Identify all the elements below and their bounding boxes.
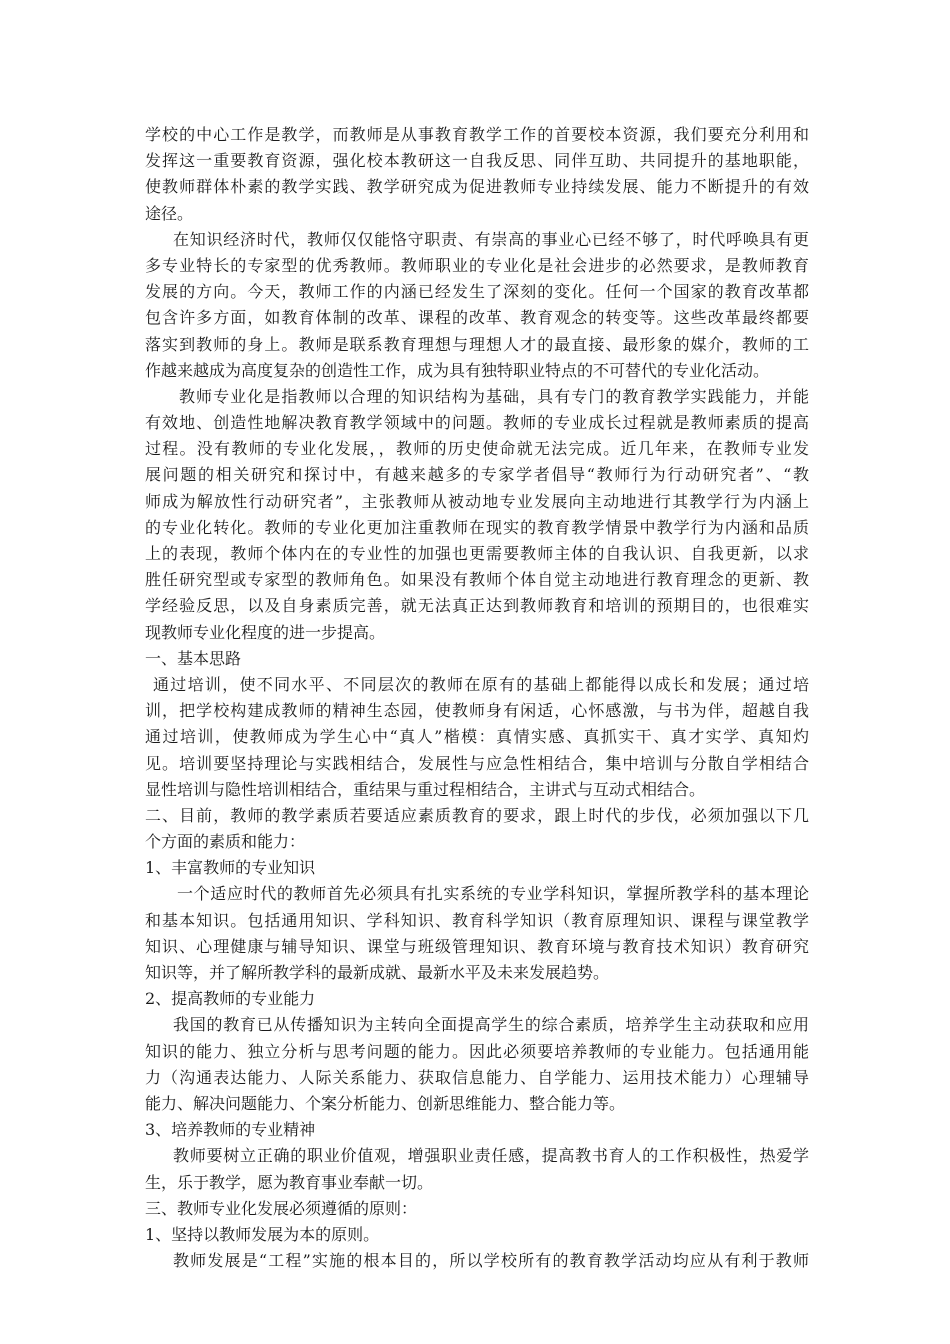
text-line: 三、教师专业化发展必须遵循的原则： bbox=[145, 1198, 418, 1218]
text-line: 二、目前，教师的教学素质若要适应素质教育的要求，跟上时代的步伐，必须加强以下几 bbox=[145, 805, 809, 825]
text-line: 一、基本思路 bbox=[145, 648, 242, 668]
text-line: 教师发展是“工程”实施的根本目的，所以学校所有的教育教学活动均应从有利于教师 bbox=[173, 1251, 809, 1271]
text-line: 多专业特长的专家型的优秀教师。教师职业的专业化是社会进步的必然要求，是教师教育 bbox=[145, 255, 809, 275]
text-line: 3、培养教师的专业精神 bbox=[145, 1120, 316, 1140]
text-line: 使教师群体朴素的教学实践、教学研究成为促进教师专业持续发展、能力不断提升的有效 bbox=[145, 177, 809, 197]
text-line: 发挥这一重要教育资源，强化校本教研这一自我反思、同伴互助、共同提升的基地职能， bbox=[145, 151, 809, 171]
text-line: 通过培训，使教师成为学生心中“真人”楷模：真情实感、真抓实干、真才实学、真知灼 bbox=[145, 727, 809, 747]
document-body bbox=[145, 122, 809, 1274]
text-line: 落实到教师的身上。教师是联系教育理想与理想人才的最直接、最形象的媒介，教师的工 bbox=[145, 334, 809, 354]
text-line: 知识的能力、独立分析与思考问题的能力。因此必须要培养教师的专业能力。包括通用能 bbox=[145, 1041, 809, 1061]
text-line: 现教师专业化程度的进一步提高。 bbox=[145, 622, 386, 642]
text-line: 上的表现，教师个体内在的专业性的加强也更需要教师主体的自我认识、自我更新，以求 bbox=[145, 544, 809, 563]
text-line: 师成为解放性行动研究者”，主张教师从被动地专业发展向主动地进行其教学行为内涵上 bbox=[145, 491, 809, 511]
text-line: 胜任研究型或专家型的教师角色。如果没有教师个体自觉主动地进行教育理念的更新、教 bbox=[145, 570, 809, 590]
text-line: 在知识经济时代，教师仅仅能恪守职责、有崇高的事业心已经不够了，时代呼唤具有更 bbox=[173, 229, 809, 249]
text-line: 教师专业化是指教师以合理的知识结构为基础，具有专门的教育教学实践能力，并能 bbox=[179, 386, 809, 406]
text-line: 的专业化转化。教师的专业化更加注重教师在现实的教育教学情景中教学行为内涵和品质 bbox=[145, 517, 809, 537]
text-line: 我国的教育已从传播知识为主转向全面提高学生的综合素质，培养学生主动获取和应用 bbox=[173, 1015, 809, 1035]
text-line: 展问题的相关研究和探讨中，有越来越多的专家学者倡导“教师行为行动研究者”、“教 bbox=[145, 465, 809, 485]
text-line: 显性培训与隐性培训相结合，重结果与重过程相结合，主讲式与互动式相结合。 bbox=[145, 779, 706, 799]
text-line: 知识等，并了解所教学科的最新成就、最新水平及未来发展趋势。 bbox=[145, 963, 610, 982]
text-line: 个方面的素质和能力： bbox=[145, 832, 306, 852]
text-line: 学校的中心工作是教学，而教师是从事教育教学工作的首要校本资源，我们要充分利用和 bbox=[145, 125, 809, 144]
text-line: 2、提高教师的专业能力 bbox=[145, 989, 316, 1009]
text-line: 1、丰富教师的专业知识 bbox=[145, 858, 316, 878]
text-line: 教师要树立正确的职业价值观，增强职业责任感，提高教书育人的工作积极性，热爱学 bbox=[173, 1146, 809, 1166]
text-line: 知识、心理健康与辅导知识、课堂与班级管理知识、教育环境与教育技术知识）教育研究 bbox=[145, 936, 809, 956]
text-line: 过程。没有教师的专业化发展，，教师的历史使命就无法完成。近几年来，在教师专业发 bbox=[145, 439, 809, 459]
text-line: 途径。 bbox=[145, 203, 194, 223]
text-line: 1、坚持以教师发展为本的原则。 bbox=[145, 1224, 380, 1244]
text-line: 一个适应时代的教师首先必须具有扎实系统的专业学科知识，掌握所教学科的基本理论 bbox=[177, 884, 809, 904]
text-line: 和基本知识。包括通用知识、学科知识、教育科学知识（教育原理知识、课程与课堂教学 bbox=[145, 910, 809, 930]
text-line: 作越来越成为高度复杂的创造性工作，成为具有独特职业特点的不可替代的专业化活动。 bbox=[145, 360, 770, 380]
text-line: 见。培训要坚持理论与实践相结合，发展性与应急性相结合，集中培训与分散自学相结合 bbox=[145, 753, 809, 773]
text-line: 通过培训，使不同水平、不同层次的教师在原有的基础上都能得以成长和发展；通过培 bbox=[153, 674, 809, 694]
text-line: 包含许多方面，如教育体制的改革、课程的改革、教育观念的转变等。这些改革最终都要 bbox=[145, 308, 809, 328]
text-line: 生，乐于教学，愿为教育事业奉献一切。 bbox=[145, 1172, 434, 1192]
text-line: 力（沟通表达能力、人际关系能力、获取信息能力、自学能力、运用技术能力）心理辅导 bbox=[145, 1067, 809, 1087]
text-line: 能力、解决问题能力、个案分析能力、创新思维能力、整合能力等。 bbox=[145, 1093, 626, 1113]
text-line: 训，把学校构建成教师的精神生态园，使教师身有闲适，心怀感激，与书为伴，超越自我 bbox=[145, 701, 809, 721]
text-line: 学经验反思，以及自身素质完善，就无法真正达到教师教育和培训的预期目的，也很难实 bbox=[145, 596, 809, 616]
text-line: 有效地、创造性地解决教育教学领域中的问题。教师的专业成长过程就是教师素质的提高 bbox=[145, 413, 809, 433]
text-line: 发展的方向。今天，教师工作的内涵已经发生了深刻的变化。任何一个国家的教育改革都 bbox=[145, 282, 809, 302]
